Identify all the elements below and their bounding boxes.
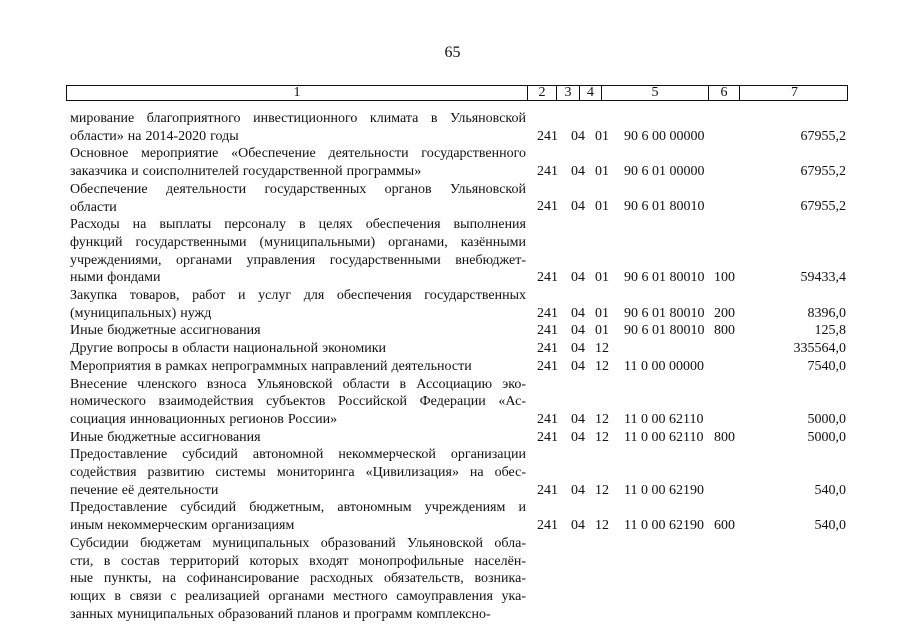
row-description bbox=[70, 429, 526, 447]
col-amount: 5000,0 bbox=[807, 411, 846, 427]
col-target-article: 90 6 01 00000 bbox=[624, 164, 705, 180]
col-expense-type: 800 bbox=[714, 323, 735, 339]
row-description bbox=[70, 358, 526, 376]
col-subsection: 12 bbox=[595, 341, 609, 357]
col-amount: 5000,0 bbox=[807, 429, 846, 445]
col-ministry-code: 241 bbox=[537, 199, 558, 215]
row-description bbox=[70, 376, 526, 429]
description-line: занных муниципальных образований планов и программ комплексно- bbox=[70, 606, 491, 622]
col-amount: 540,0 bbox=[814, 482, 846, 498]
description-line: ющих в связи с реализацией органами местного самоуправления ука- bbox=[70, 588, 526, 604]
col-section: 04 bbox=[571, 482, 585, 498]
row-description bbox=[70, 340, 526, 358]
col-expense-type: 100 bbox=[714, 270, 735, 286]
description-line: ными фондами bbox=[70, 270, 161, 286]
col-target-article: 11 0 00 62190 bbox=[624, 518, 704, 534]
description-line: (муниципальных) нужд bbox=[70, 305, 212, 321]
col-section: 04 bbox=[571, 341, 585, 357]
description-line: Субсидии бюджетам муниципальных образований Ульяновской обла- bbox=[70, 535, 526, 551]
col-subsection: 12 bbox=[595, 411, 609, 427]
header-col-3: 3 bbox=[556, 86, 579, 100]
col-ministry-code: 241 bbox=[537, 323, 558, 339]
col-expense-type: 600 bbox=[714, 518, 735, 534]
col-subsection: 12 bbox=[595, 518, 609, 534]
description-line: мирование благоприятного инвестиционного климата в Ульяновской bbox=[70, 111, 526, 126]
col-target-article: 11 0 00 00000 bbox=[624, 358, 704, 374]
description-line: сти, в состав территорий которых входят монопрофильные населён- bbox=[70, 553, 526, 569]
row-description bbox=[70, 499, 526, 534]
header-col-6: 6 bbox=[708, 86, 739, 100]
col-subsection: 01 bbox=[595, 128, 609, 144]
col-expense-type: 800 bbox=[714, 429, 735, 445]
col-target-article: 90 6 00 00000 bbox=[624, 128, 705, 144]
description-line: Другие вопросы в области национальной экономики bbox=[70, 341, 387, 357]
row-description bbox=[70, 287, 526, 322]
col-target-article: 90 6 01 80010 bbox=[624, 199, 705, 215]
header-col-4: 4 bbox=[579, 86, 601, 100]
col-section: 04 bbox=[571, 305, 585, 321]
col-amount: 59433,4 bbox=[800, 270, 846, 286]
col-ministry-code: 241 bbox=[537, 270, 558, 286]
col-amount: 67955,2 bbox=[800, 128, 846, 144]
col-target-article: 11 0 00 62110 bbox=[624, 429, 704, 445]
col-target-article: 90 6 01 80010 bbox=[624, 323, 705, 339]
description-line: функций государственными (муниципальными) органами, казёнными bbox=[70, 234, 526, 250]
page-number: 65 bbox=[444, 44, 461, 61]
col-ministry-code: 241 bbox=[537, 411, 558, 427]
description-line: социация инновационных регионов России» bbox=[70, 411, 338, 427]
col-amount: 67955,2 bbox=[800, 199, 846, 215]
row-description bbox=[70, 181, 526, 216]
description-line: Расходы на выплаты персоналу в целях обеспечения выполнения bbox=[70, 217, 526, 233]
col-section: 04 bbox=[571, 411, 585, 427]
row-description bbox=[70, 110, 526, 145]
col-amount: 67955,2 bbox=[800, 164, 846, 180]
col-subsection: 01 bbox=[595, 323, 609, 339]
col-ministry-code: 241 bbox=[537, 305, 558, 321]
description-line: Иные бюджетные ассигнования bbox=[70, 429, 261, 445]
col-subsection: 01 bbox=[595, 270, 609, 286]
col-amount: 7540,0 bbox=[807, 358, 846, 374]
col-subsection: 01 bbox=[595, 164, 609, 180]
header-col-1: 1 bbox=[293, 85, 301, 100]
description-line: Предоставление субсидий автономной некоммерческой организации bbox=[70, 447, 526, 463]
description-line: содействия развитию системы мониторинга «Цивилизация» на обес- bbox=[70, 465, 526, 480]
description-line: Мероприятия в рамках непрограммных направлений деятельности bbox=[70, 358, 472, 374]
col-section: 04 bbox=[571, 164, 585, 180]
col-target-article: 90 6 01 80010 bbox=[624, 270, 705, 286]
col-target-article: 11 0 00 62190 bbox=[624, 482, 704, 498]
col-section: 04 bbox=[571, 270, 585, 286]
row-description bbox=[70, 535, 526, 624]
row-description bbox=[70, 446, 526, 499]
description-line: заказчика и соисполнителей государственной программы» bbox=[70, 164, 422, 180]
col-section: 04 bbox=[571, 429, 585, 445]
description-line: иным некоммерческим организациям bbox=[70, 518, 295, 534]
col-amount: 125,8 bbox=[814, 323, 846, 339]
col-ministry-code: 241 bbox=[537, 429, 558, 445]
description-line: номического взаимодействия субъектов Российской Федерации «Ас- bbox=[70, 394, 526, 410]
description-line: области bbox=[70, 199, 117, 215]
table-header bbox=[66, 85, 848, 101]
col-target-article: 90 6 01 80010 bbox=[624, 305, 705, 321]
description-line: Обеспечение деятельности государственных органов Ульяновской bbox=[70, 181, 526, 197]
col-subsection: 12 bbox=[595, 358, 609, 374]
row-description bbox=[70, 216, 526, 287]
description-line: области» на 2014-2020 годы bbox=[70, 128, 239, 144]
col-subsection: 01 bbox=[595, 199, 609, 215]
col-ministry-code: 241 bbox=[537, 482, 558, 498]
row-description bbox=[70, 145, 526, 180]
description-line: печение её деятельности bbox=[70, 482, 219, 498]
col-ministry-code: 241 bbox=[537, 164, 558, 180]
col-section: 04 bbox=[571, 199, 585, 215]
col-subsection: 12 bbox=[595, 482, 609, 498]
col-section: 04 bbox=[571, 128, 585, 144]
col-ministry-code: 241 bbox=[537, 341, 558, 357]
description-line: ные пункты, на софинансирование расходных обязательств, возника- bbox=[70, 571, 526, 587]
col-ministry-code: 241 bbox=[537, 128, 558, 144]
col-subsection: 01 bbox=[595, 305, 609, 321]
col-section: 04 bbox=[571, 358, 585, 374]
description-line: Основное мероприятие «Обеспечение деятельности государственного bbox=[70, 146, 526, 162]
row-description bbox=[70, 322, 526, 340]
header-col-5: 5 bbox=[601, 86, 708, 100]
description-line: учреждениями, органами управления государственными внебюджет- bbox=[70, 252, 526, 268]
col-section: 04 bbox=[571, 518, 585, 534]
description-line: Внесение членского взноса Ульяновской области в Ассоциацию эко- bbox=[70, 376, 526, 392]
description-line: Иные бюджетные ассигнования bbox=[70, 323, 261, 339]
col-amount: 8396,0 bbox=[807, 305, 846, 321]
description-line: Закупка товаров, работ и услуг для обеспечения государственных bbox=[70, 288, 526, 303]
col-amount: 335564,0 bbox=[793, 341, 846, 357]
col-target-article: 11 0 00 62110 bbox=[624, 411, 704, 427]
col-ministry-code: 241 bbox=[537, 518, 558, 534]
col-ministry-code: 241 bbox=[537, 358, 558, 374]
col-section: 04 bbox=[571, 323, 585, 339]
header-col-2: 2 bbox=[527, 86, 556, 100]
col-amount: 540,0 bbox=[814, 518, 846, 534]
col-subsection: 12 bbox=[595, 429, 609, 445]
description-line: Предоставление субсидий бюджетным, автономным учреждениям и bbox=[70, 500, 526, 516]
col-expense-type: 200 bbox=[714, 305, 735, 321]
header-col-7: 7 bbox=[739, 86, 849, 100]
